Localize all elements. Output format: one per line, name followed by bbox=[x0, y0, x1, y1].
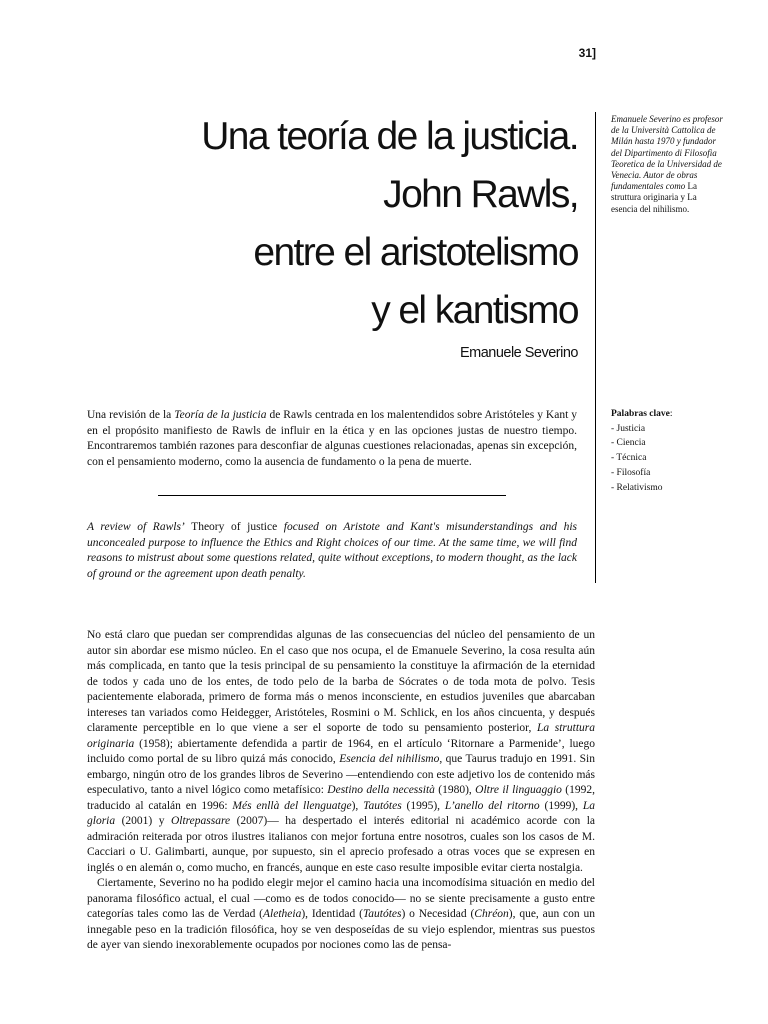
keywords-box bbox=[611, 407, 731, 495]
vertical-rule bbox=[595, 112, 596, 583]
keyword-item: - Ciencia bbox=[611, 438, 646, 449]
keywords-label: Palabras clave bbox=[611, 409, 670, 419]
body-text-run: ) o Necesidad ( bbox=[401, 908, 475, 920]
body-text-run: (1992, traducido al catalán en 1996: bbox=[87, 784, 595, 812]
keyword-item: - Relativismo bbox=[611, 482, 663, 493]
abstract-en-book-title: Theory of justice bbox=[184, 521, 284, 533]
abstract-es-book-title: Teoría de la justicia bbox=[174, 409, 267, 421]
keyword-item: - Técnica bbox=[611, 453, 647, 464]
work-title: Esencia del nihilismo bbox=[339, 753, 440, 765]
greek-term: Tautótes bbox=[362, 908, 402, 920]
title-line-4: y el kantismo bbox=[371, 289, 578, 332]
body-paragraph-2 bbox=[87, 876, 595, 954]
abstract-es-text: Una revisión de la bbox=[87, 409, 175, 421]
body-paragraph-1 bbox=[87, 628, 595, 876]
keywords-heading bbox=[611, 407, 731, 422]
work-title: La struttura originaria bbox=[87, 722, 595, 750]
body-text-run: (2001) y bbox=[115, 815, 171, 827]
body-text-run: (1980), bbox=[434, 784, 476, 796]
abstract-english bbox=[87, 520, 577, 582]
article-title bbox=[150, 108, 578, 340]
body-text-run: ), que, aun con un innegable peso en la tradición filosófica, hoy se ven desposeídas de su viejo esplendor, mientras sus puestos de ayer van siendo inexorablemente ocupados por nociones como las de pensa- bbox=[87, 908, 595, 951]
work-title: Destino della necessità bbox=[327, 784, 435, 796]
author-note-italic: Emanuele Severino es profesor de la Università Cattolica de Milán hasta 1970 y fundador del Dipartimento di Filosofia Teoretica de la Universidad de Venecia. Autor de obras fundamentales como bbox=[611, 114, 723, 192]
keywords-list bbox=[611, 422, 731, 496]
abstract-es-text: de Rawls centrada en los malentendidos sobre Aristóteles y Kant y en el propósito manifiesto de Rawls de influir en la ética y en las opciones justas de nuestro tiempo. Encontraremos también razones para desconfiar de algunas cuestiones relacionadas, apenas sin excepción, con el pensamiento moderno, como la ausencia de fundamento o la pena de muerte. bbox=[87, 409, 578, 468]
title-line-3: entre el aristotelismo bbox=[253, 231, 578, 274]
abstract-en-text: focused on Aristote and Kant's misunderstandings and his unconcealed purpose to influence the Ethics and Right choices of our time. At the same time, we will find reasons to mistrust about some questions related, quite without exceptions, to modern thought, as the lack of ground or the agreement upon death penalty. bbox=[87, 521, 577, 580]
body-text-run: ), bbox=[351, 799, 364, 812]
greek-term: Aletheia bbox=[263, 908, 302, 920]
keywords-colon: : bbox=[669, 409, 673, 419]
body-text-run: (1999), bbox=[539, 799, 583, 812]
body-text-run: , que Taurus tradujo en 1991. Sin embargo, ningún otro de los grandes libros de Severino —entendiendo con este adjetivo los de contenido más especulativo, tanto a nivel lógico como metafísico: bbox=[87, 753, 596, 796]
abstract-spanish bbox=[87, 408, 577, 470]
author-note bbox=[611, 114, 723, 215]
keyword-item: - Filosofía bbox=[611, 467, 651, 478]
abstract-divider bbox=[158, 495, 506, 496]
work-title: Oltrepassare bbox=[170, 815, 231, 827]
work-title: Més enllà del llenguatge bbox=[232, 799, 352, 812]
body-text-run: Ciertamente, Severino no ha podido elegir mejor el camino hacia una incomodísima situación en medio del panorama filosófico actual, el cual —como es de todos conocido— no se siente precisamente a gusto entre categorías tales como las de Verdad ( bbox=[87, 877, 595, 920]
greek-term: Chréon bbox=[474, 908, 509, 920]
body-text-run: ), Identidad ( bbox=[301, 908, 363, 920]
work-title: Oltre il linguaggio bbox=[475, 784, 562, 796]
work-title: La gloria bbox=[87, 799, 595, 827]
title-line-2: John Rawls, bbox=[383, 173, 578, 216]
abstract-en-text: A review of Rawls’ bbox=[87, 521, 185, 533]
body-text bbox=[87, 628, 595, 954]
body-text-run: (1958); abiertamente defendida a partir de 1964, en el artículo ‘Ritornare a Parmenide’, luego incluido como portal de su libro quizá más conocido, bbox=[87, 737, 595, 765]
article-author: Emanuele Severino bbox=[459, 345, 578, 361]
page-number: 31] bbox=[578, 46, 596, 60]
keyword-item: - Justicia bbox=[611, 423, 646, 434]
author-note-works: La struttura originaria y La esencia del nihilismo. bbox=[611, 181, 697, 214]
body-text-run: No está claro que puedan ser comprendidas algunas de las consecuencias del núcleo del pensamiento de un autor sin abordar ese mismo núcleo. En el caso que nos ocupa, el de Emanuele Severino, la cosa resulta aún más complicada, en tanto que la tesis principal de su pensamiento la constituye la afirmación de la eternidad de todos y cada uno de los entes, de todo pelo de la barba de Sócrates o de toda mota de polvo. Tesis pacientemente elaborada, primero de forma más o menos inconsciente, en estudios juveniles que abarcaban intereses tan variados como Heidegger, Aristóteles, Rosmini o M. Schlick, en los años cincuenta, y después claramente perceptible en lo que viene a ser el soporte de todo su pensamiento posterior, bbox=[87, 629, 595, 734]
work-title: L’anello del ritorno bbox=[444, 799, 540, 812]
body-text-run: (2007)— ha despertado el interés editorial ni académico acorde con la admiración reiterada por otros ilustres italianos con mejor fortuna entre nosotros, cuales son los casos de M. Cacciari o U. Galimbarti, aunque, por supuesto, sin el aprecio profesado a otras voces que se expresen en inglés o en alemán o, como mucho, en francés, aunque en este caso resulte imposible evitar cierta nostalgia. bbox=[87, 815, 595, 874]
work-title: Tautótes bbox=[363, 799, 402, 812]
body-text-run: (1995), bbox=[401, 799, 445, 812]
title-line-1: Una teoría de la justicia. bbox=[201, 115, 578, 158]
